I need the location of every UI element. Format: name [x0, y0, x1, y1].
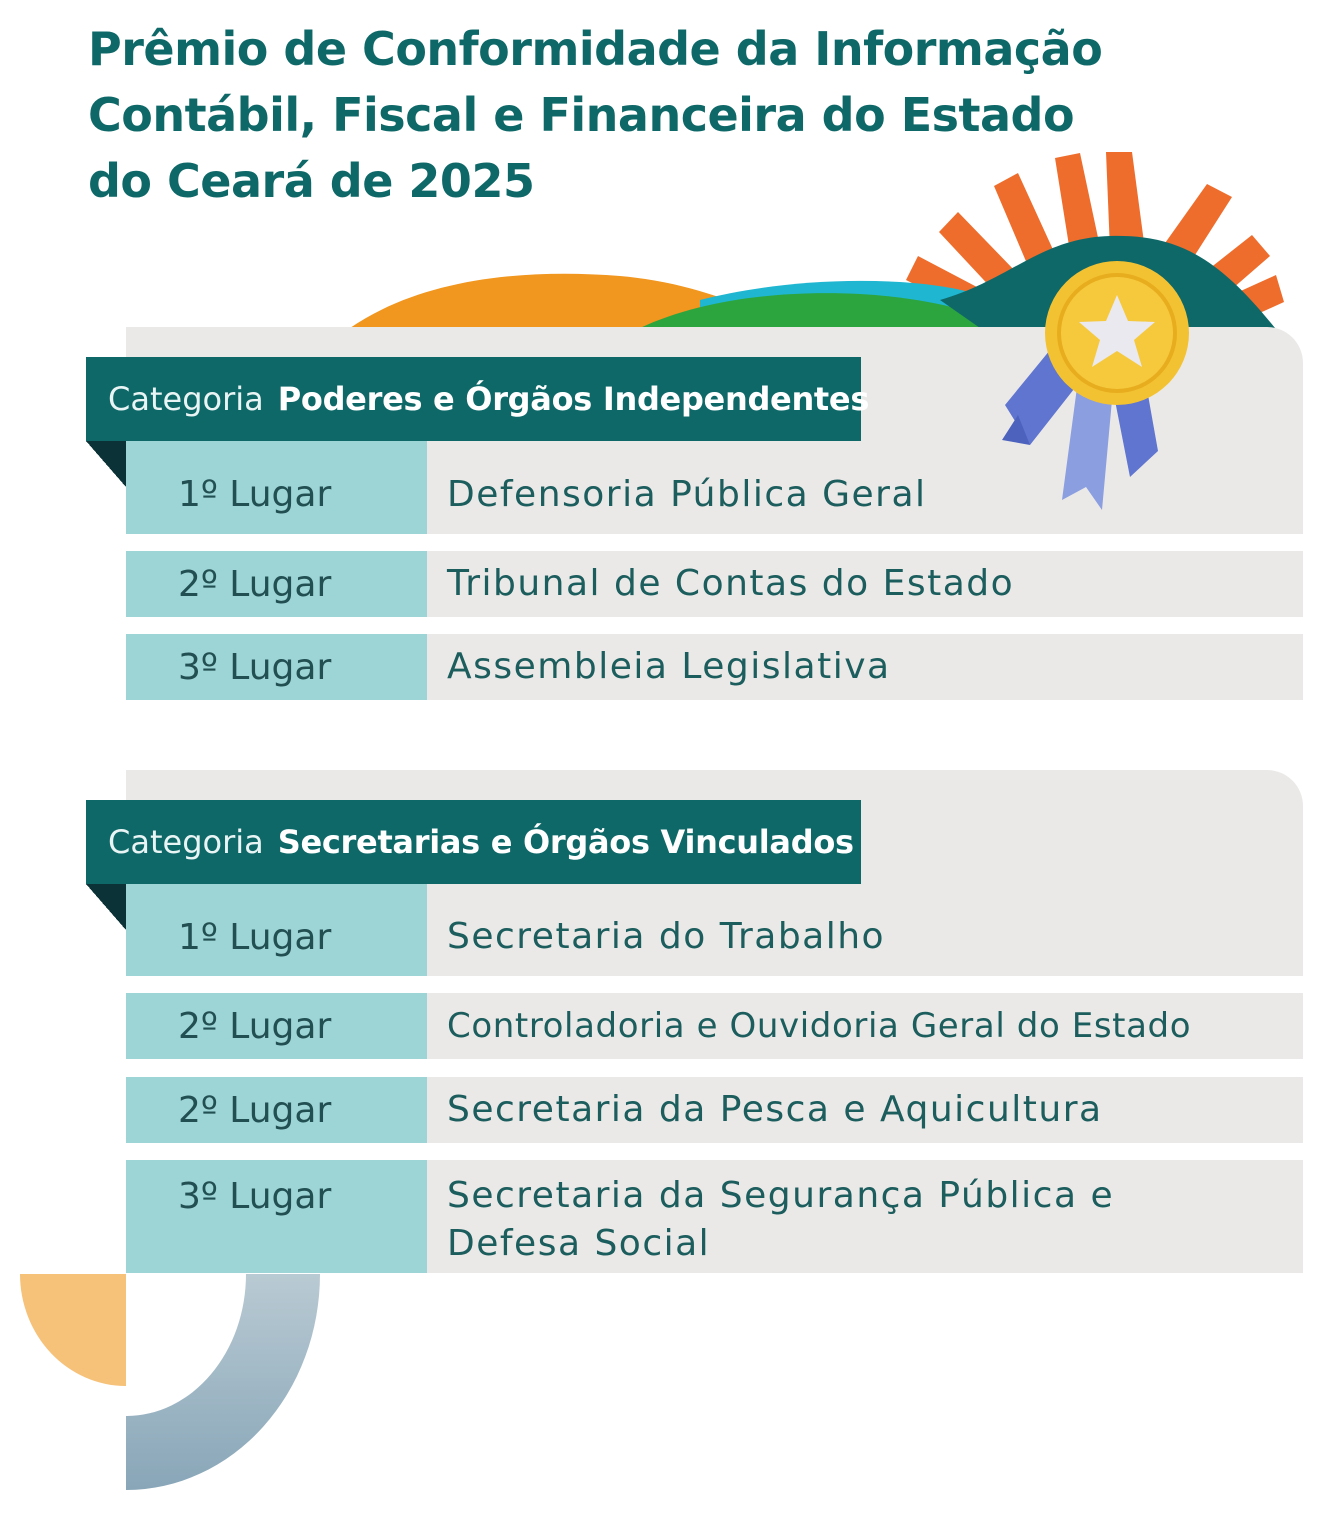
ranking-row — [126, 884, 1303, 976]
category-name: Poderes e Órgãos Independentes — [277, 380, 870, 418]
place-label: 2º Lugar — [126, 993, 427, 1059]
organization-name: Secretaria da Pesca e Aquicultura — [447, 1089, 1103, 1130]
category-name: Secretarias e Órgãos Vinculados — [277, 823, 854, 861]
organization-name: Controladoria e Ouvidoria Geral do Estado — [447, 1006, 1192, 1046]
title-line: Prêmio de Conformidade da Informação — [88, 22, 1103, 76]
organization-name: Secretaria do Trabalho — [447, 916, 886, 957]
place-label: 3º Lugar — [126, 634, 427, 700]
ranking-row — [126, 634, 1303, 700]
medal-icon — [990, 255, 1210, 520]
banner-fold — [86, 441, 126, 487]
category-banner — [86, 357, 870, 441]
place-label: 1º Lugar — [126, 884, 427, 976]
organization-name: Defensoria Pública Geral — [447, 473, 927, 515]
title-line: do Ceará de 2025 — [88, 154, 535, 208]
ranking-row — [126, 551, 1303, 617]
page-title — [88, 16, 1168, 214]
title-line: Contábil, Fiscal e Financeira do Estado — [88, 88, 1075, 142]
ranking-row — [126, 993, 1303, 1059]
category-prefix: Categoria — [108, 823, 264, 861]
place-label: 3º Lugar — [126, 1160, 427, 1273]
banner-fold — [86, 884, 126, 930]
place-label: 2º Lugar — [126, 1077, 427, 1143]
place-label: 2º Lugar — [126, 551, 427, 617]
ranking-row — [126, 1160, 1303, 1273]
organization-name: Assembleia Legislativa — [447, 646, 891, 687]
ranking-row — [126, 1077, 1303, 1143]
category-banner — [86, 800, 861, 884]
organization-name: Tribunal de Contas do Estado — [447, 563, 1015, 604]
category-prefix: Categoria — [108, 380, 264, 418]
organization-name: Secretaria da Segurança Pública e Defesa Social — [447, 1175, 1115, 1264]
place-label: 1º Lugar — [126, 441, 427, 534]
